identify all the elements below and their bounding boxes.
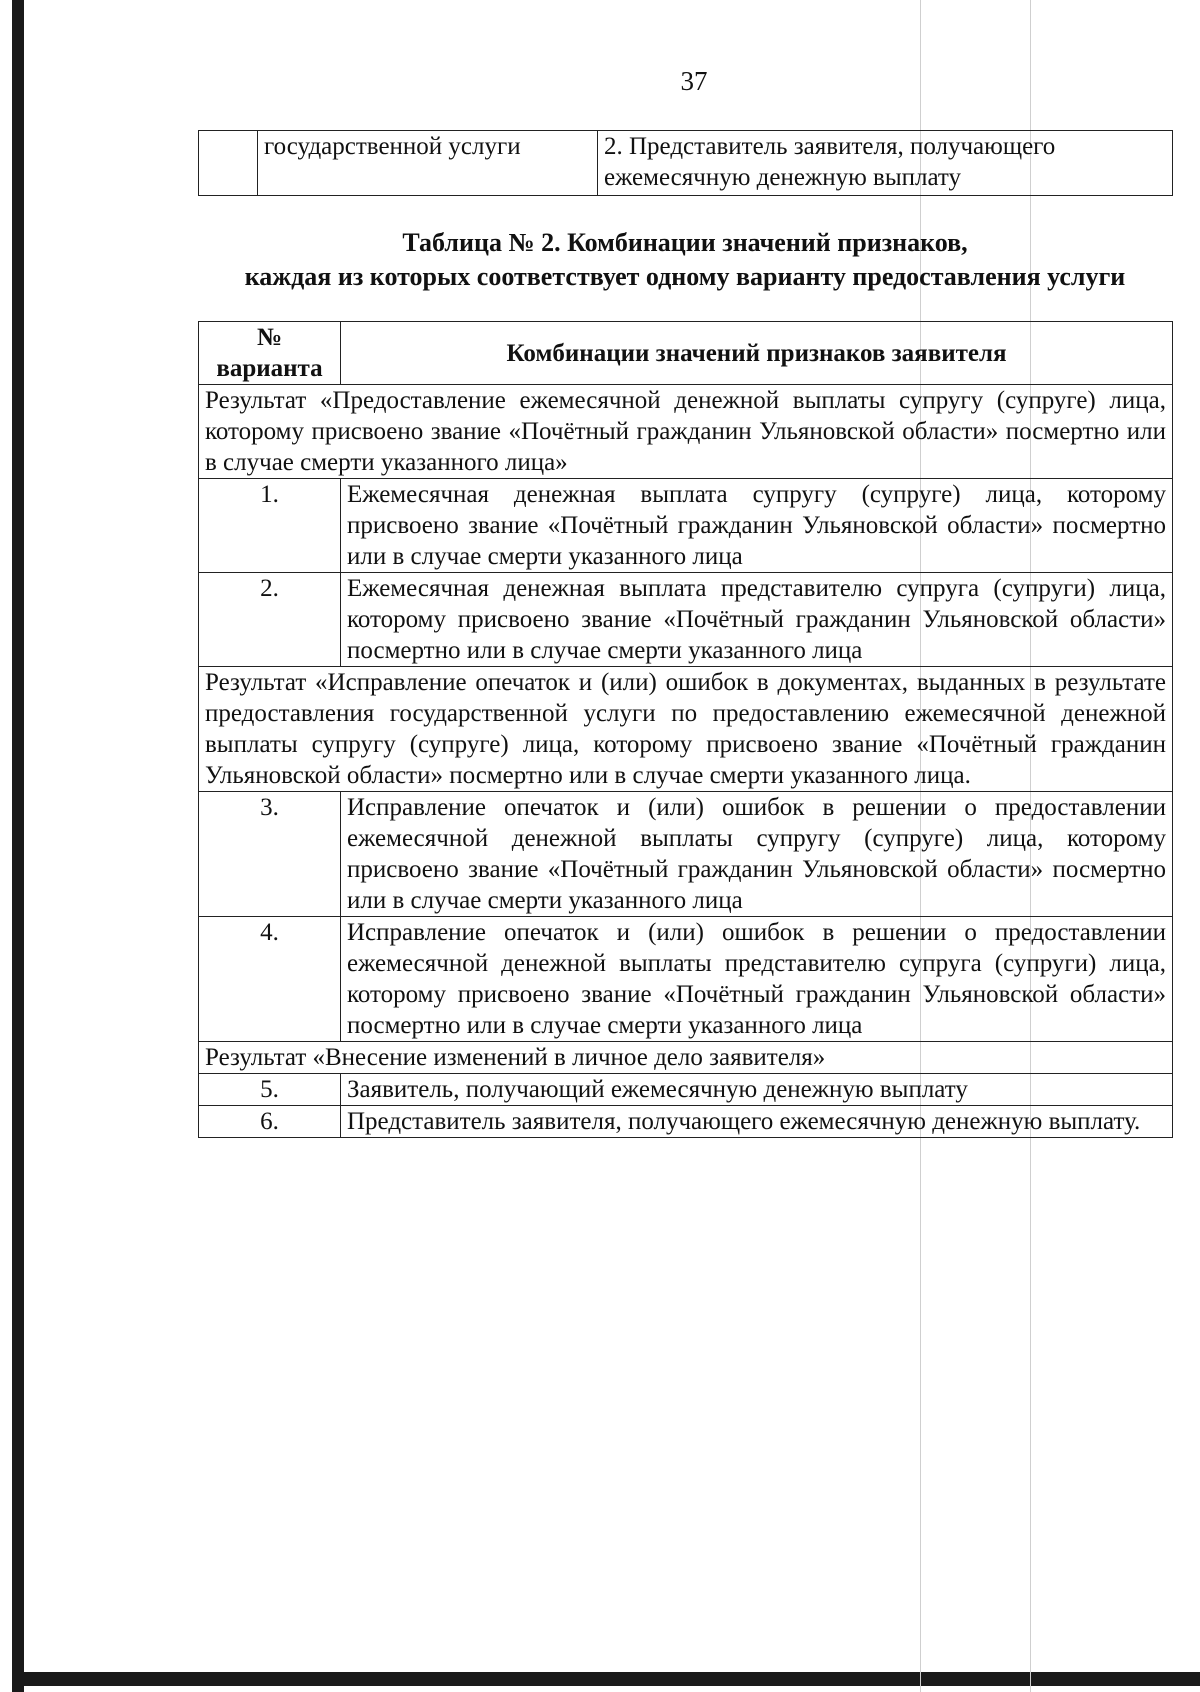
header-combinations: Комбинации значений признаков заявителя	[341, 322, 1173, 385]
table-title-line1: Таблица № 2. Комбинации значений признаков,	[402, 228, 968, 257]
group-result-2: Результат «Исправление опечаток и (или) ошибок в документах, выданных в результате предоставления государственной услуги по предоставлению ежемесячной денежной выплаты супругу (супруге) лица, которому присвоено звание «Почётный гражданин Ульяновской области» посмертно или в случае смерти указанного лица.	[199, 667, 1173, 792]
scan-edge-bottom	[12, 1672, 1200, 1686]
scan-edge-left	[12, 0, 24, 1692]
table-row	[199, 131, 1173, 196]
variant-number: 5.	[199, 1074, 341, 1106]
table-cell	[199, 131, 258, 196]
variant-number: 3.	[199, 792, 341, 917]
header-num-word: варианта	[216, 355, 323, 382]
variant-text: Ежемесячная денежная выплата представителю супруга (супруги) лица, которому присвоено звание «Почётный гражданин Ульяновской области» посмертно или в случае смерти указанного лица	[341, 573, 1173, 667]
continuation-table	[198, 130, 1173, 196]
table-title-line2: каждая из которых соответствует одному варианту предоставления услуги	[244, 262, 1126, 291]
table-row	[199, 917, 1173, 1042]
group-result-1: Результат «Предоставление ежемесячной денежной выплаты супругу (супруге) лица, которому присвоено звание «Почётный гражданин Ульяновской области» посмертно или в случае смерти указанного лица»	[199, 385, 1173, 479]
variant-text: Исправление опечаток и (или) ошибок в решении о предоставлении ежемесячной денежной выплаты представителю супруга (супруги) лица, которому присвоено звание «Почётный гражданин Ульяновской области» посмертно или в случае смерти указанного лица	[341, 917, 1173, 1042]
group-row	[199, 385, 1173, 479]
variant-text: Исправление опечаток и (или) ошибок в решении о предоставлении ежемесячной денежной выплаты супругу (супруге) лица, которому присвоено звание «Почётный гражданин Ульяновской области» посмертно или в случае смерти указанного лица	[341, 792, 1173, 917]
header-variant-number	[199, 322, 341, 385]
table-cell: государственной услуги	[258, 131, 598, 196]
group-result-3: Результат «Внесение изменений в личное дело заявителя»	[199, 1042, 1173, 1074]
table-row	[199, 1074, 1173, 1106]
variant-text: Представитель заявителя, получающего ежемесячную денежную выплату.	[341, 1106, 1173, 1138]
variant-number: 6.	[199, 1106, 341, 1138]
table-row	[199, 792, 1173, 917]
group-row	[199, 1042, 1173, 1074]
variant-number: 4.	[199, 917, 341, 1042]
table-cell: 2. Представитель заявителя, получающего ежемесячную денежную выплату	[598, 131, 1173, 196]
table-row	[199, 573, 1173, 667]
variant-number: 2.	[199, 573, 341, 667]
variant-text: Ежемесячная денежная выплата супругу (супруге) лица, которому присвоено звание «Почётный гражданин Ульяновской области» посмертно или в случае смерти указанного лица	[341, 479, 1173, 573]
header-num-sign: №	[256, 324, 283, 351]
group-row	[199, 667, 1173, 792]
table-row	[199, 479, 1173, 573]
variant-number: 1.	[199, 479, 341, 573]
table-header-row	[199, 322, 1173, 385]
table-row	[199, 1106, 1173, 1138]
variants-table	[198, 321, 1173, 1138]
variant-text: Заявитель, получающий ежемесячную денежную выплату	[341, 1074, 1173, 1106]
page-number: 37	[680, 66, 708, 96]
